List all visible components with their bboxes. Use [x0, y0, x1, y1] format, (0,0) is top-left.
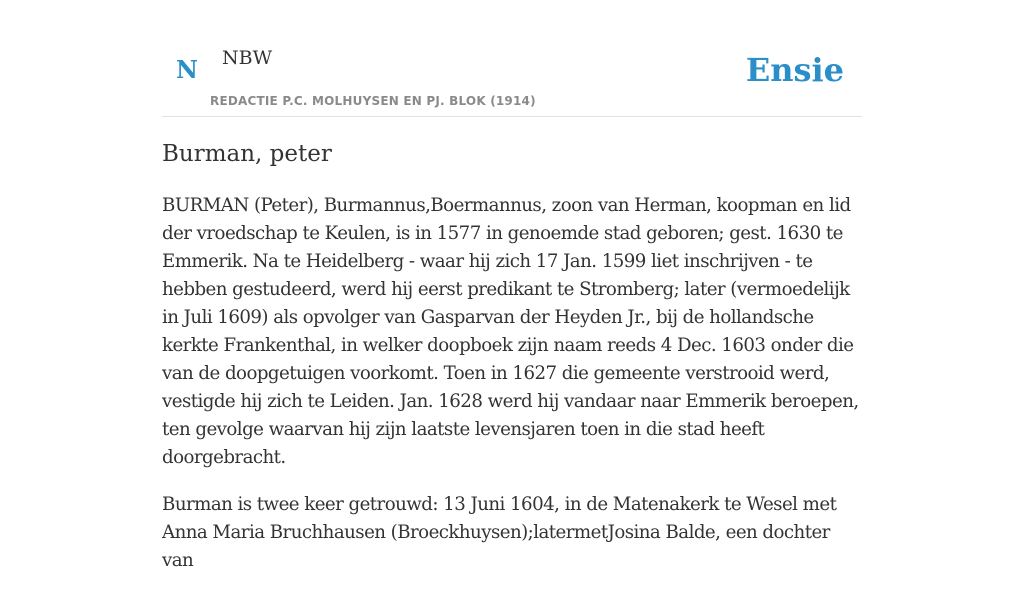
- source-header: [162, 0, 862, 117]
- article-title: Burman, peter: [162, 141, 332, 167]
- article-paragraph: BURMAN (Peter), Burmannus,Boermannus, zoon van Herman, koopman en lid der vroedschap te Keulen, is in 1577 in genoemde stad geboren; gest. 1630 te Emmerik. Na te Heidelberg - waar hij zich 17 Jan. 1599 liet inschrijven - te hebben gestudeerd, werd hij eerst predikant te Stromberg; later (vermoedelijk in Juli 1609) als opvolger van Gasparvan der Heyden Jr., bij de hollandsche kerkte Frankenthal, in welker doopboek zijn naam reeds 4 Dec. 1603 onder die van de doopgetuigen voorkomt. Toen in 1627 die gemeente verstrooid werd, vestigde hij zich te Leiden. Jan. 1628 werd hij vandaar naar Emmerik beroepen, ten gevolge waarvan hij zijn laatste levensjaren toen in die stad heeft doorgebracht.: [162, 195, 859, 468]
- source-logo[interactable]: N: [176, 55, 198, 84]
- article-body: [162, 192, 862, 594]
- source-subtitle: REDACTIE P.C. MOLHUYSEN EN PJ. BLOK (1914): [210, 94, 536, 108]
- article-paragraph: Burman is twee keer getrouwd: 13 Juni 1604, in de Matenakerk te Wesel met Anna Maria Bruchhausen (Broeckhuysen);latermetJosina Balde, een dochter van: [162, 494, 837, 571]
- content-container: [162, 0, 862, 571]
- brand-logo-link[interactable]: Ensie: [745, 51, 844, 89]
- source-title[interactable]: NBW: [222, 47, 273, 69]
